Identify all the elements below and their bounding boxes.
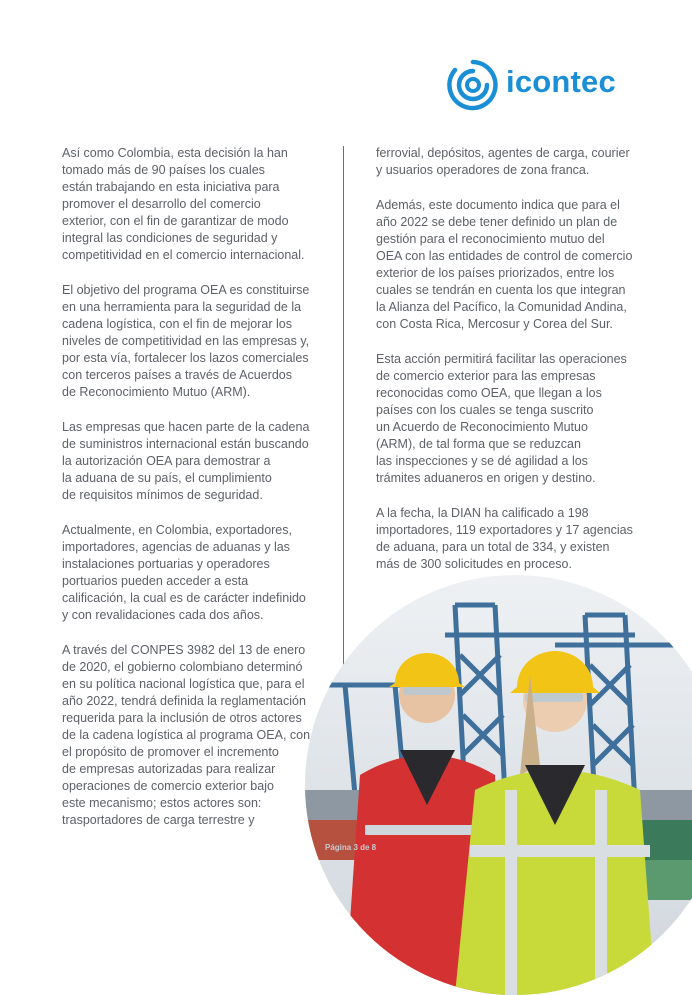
paragraph: Además, este documento indica que para el año 2022 se debe tener definido un plan de gestión para el reconocimiento mutuo del OEA con las entidades de control de comercio exterior de los países priorizados, entre los cuales se tendrán en cuenta los que integran la Alianza del Pacífico, la Comunidad Andina, con Costa Rica, Mercosur y Corea del Sur.	[376, 198, 633, 331]
paragraph: A través del CONPES 3982 del 13 de enero de 2020, el gobierno colombiano determinó en su política nacional logística que, para el año 2022, tendrá definida la reglamentación requerida para la inclusión de otros actores de la cadena logística al programa OEA, con el propósito de promover el incremento de empresas autorizadas para realizar operaciones de comercio exterior bajo este mecanismo; estos actores son: trasportadores de carga terrestre y	[62, 643, 311, 827]
right-column	[376, 145, 638, 591]
paragraph: Las empresas que hacen parte de la cadena de suministros internacional están buscando la autorización OEA para demostrar a la aduana de su país, el cumplimiento de requisitos mínimos de seguridad.	[62, 420, 310, 502]
paragraph: A la fecha, la DIAN ha calificado a 198 importadores, 119 exportadores y 17 agencias de aduana, para un total de 334, y existen más de 300 solicitudes en proceso.	[376, 506, 633, 571]
paragraph: ferrovial, depósitos, agentes de carga, courier y usuarios operadores de zona franca.	[376, 146, 630, 177]
icontec-logo-icon	[446, 58, 502, 112]
brand-name: icontec	[506, 64, 616, 99]
icontec-logo	[446, 58, 626, 112]
paragraph: Actualmente, en Colombia, exportadores, importadores, agencias de aduanas y las instalaciones portuarias y operadores portuarios pueden acceder a esta calificación, la cual es de carácter indefinido y con revalidaciones cada dos años.	[62, 523, 306, 622]
paragraph: Esta acción permitirá facilitar las operaciones de comercio exterior para las empresas reconocidas como OEA, que llegan a los países con los cuales se tenga suscrito un Acuerdo de Reconocimiento Mutuo (ARM), de tal forma que se reduzcan las inspecciones y se dé agilidad a los trámites aduaneros en origen y destino.	[376, 352, 627, 485]
left-column	[62, 145, 314, 847]
paragraph: Así como Colombia, esta decisión la han tomado más de 90 países los cuales están trabajando en esta iniciativa para promover el desarrollo del comercio exterior, con el fin de garantizar de modo integral las condiciones de seguridad y competitividad en el comercio internacional.	[62, 146, 305, 262]
paragraph: El objetivo del programa OEA es constituirse en una herramienta para la seguridad de la cadena logística, con el fin de mejorar los niveles de competitividad en las empresas y, por esta vía, fortalecer los lazos comerciales con terceros países a través de Acuerdos de Reconocimiento Mutuo (ARM).	[62, 283, 310, 399]
port-workers-photo	[305, 575, 692, 995]
page-number: Página 3 de 8	[325, 843, 377, 852]
column-divider	[343, 146, 344, 706]
